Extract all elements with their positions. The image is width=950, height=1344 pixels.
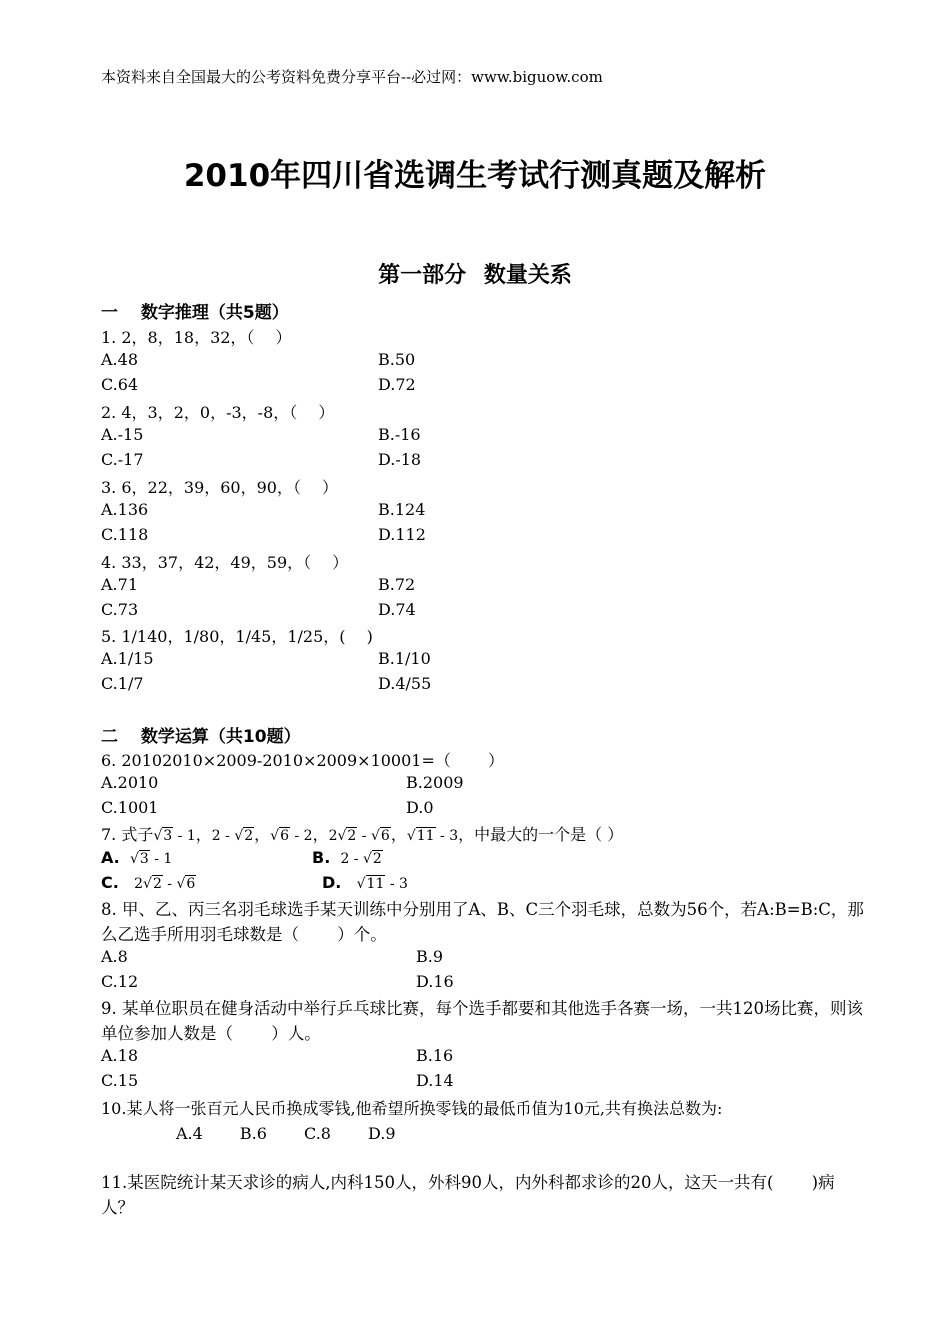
question-2-option-a: A.-15 [101, 425, 144, 444]
question-6-stem: 6. 20102010×2009-2010×2009×10001=（ ） [101, 751, 504, 770]
question-4-option-b: B.72 [378, 575, 416, 594]
question-5-option-d: D.4/55 [378, 674, 432, 693]
question-6-option-c: C.1001 [101, 798, 159, 817]
question-3-stem: 3. 6，22，39，60，90，（ ） [101, 478, 339, 497]
question-6-option-b: B.2009 [406, 773, 464, 792]
question-7-option-c: C. 2√2 - √6 [101, 873, 196, 892]
question-1-option-c: C.64 [101, 375, 139, 394]
question-8-option-a: A.8 [101, 947, 128, 966]
question-9-stem: 9. 某单位职员在健身活动中举行乒乓球比赛，每个选手都要和其他选手各赛一场，一共120场比赛，则该单位参加人数是（ ）人。 [101, 999, 863, 1043]
question-3-option-c: C.118 [101, 525, 149, 544]
expr-2sqrt2-minus-sqrt6: 2√2 - √6 [328, 828, 390, 844]
expr-sqrt6-minus-2: √6 - 2 [270, 828, 313, 844]
question-2-option-c: C.-17 [101, 450, 144, 469]
question-2-option-b: B.-16 [378, 425, 421, 444]
question-3-option-d: D.112 [378, 525, 426, 544]
question-5-option-b: B.1/10 [378, 649, 431, 668]
question-7-option-b: B. 2 - √2 [312, 848, 382, 867]
question-11-stem: 11.某医院统计某天求诊的病人,内科150人，外科90人，内外科都求诊的20人，这天一共有( )病人？ [101, 1173, 835, 1217]
expr-sqrt11-minus-3: √11 - 3 [406, 828, 459, 844]
question-1-stem: 1. 2，8，18，32，（ ） [101, 328, 292, 347]
question-1-option-a: A.48 [101, 350, 138, 369]
question-10-stem: 10.某人将一张百元人民币换成零钱,他希望所换零钱的最低币值为10元,共有换法总数为: [101, 1099, 723, 1118]
question-6-option-a: A.2010 [101, 773, 159, 792]
question-9-option-d: D.14 [416, 1071, 454, 1090]
document-title: 2010年四川省选调生考试行测真题及解析 [183, 158, 767, 194]
expr-2-minus-sqrt2: 2 - √2 [211, 828, 254, 844]
question-3-option-b: B.124 [378, 500, 426, 519]
question-2-option-d: D.-18 [378, 450, 422, 469]
page-header: 本资料来自全国最大的公考资料免费分享平台--必过网：www.biguow.com [101, 68, 603, 86]
question-1-option-b: B.50 [378, 350, 416, 369]
question-5-option-a: A.1/15 [101, 649, 154, 668]
question-6-option-d: D.0 [406, 798, 434, 817]
question-8-option-c: C.12 [101, 972, 139, 991]
question-3-option-a: A.136 [101, 500, 149, 519]
question-4-option-a: A.71 [101, 575, 138, 594]
question-7-prefix: 7. 式子 [101, 825, 154, 844]
question-4-option-c: C.73 [101, 600, 139, 619]
question-8-option-d: D.16 [416, 972, 454, 991]
question-5-stem: 5. 1/140，1/80，1/45，1/25，( ) [101, 627, 373, 646]
question-2-stem: 2. 4，3，2，0，-3，-8，（ ） [101, 403, 335, 422]
question-4-option-d: D.74 [378, 600, 416, 619]
section-heading-1: 一 数字推理（共5题） [101, 303, 289, 323]
question-4-stem: 4. 33，37，42，49，59，（ ） [101, 553, 349, 572]
question-7-stem: 7. 式子√3 - 1，2 - √2，√6 - 2，2√2 - √6，√11 - 3，中最大的一个是（ ） [101, 825, 624, 844]
question-9-option-c: C.15 [101, 1071, 139, 1090]
question-7-option-d: D. √11 - 3 [322, 873, 408, 892]
question-7-option-a: A. √3 - 1 [101, 848, 173, 867]
expr-sqrt3-minus-1: √3 - 1 [153, 828, 196, 844]
question-8-option-b: B.9 [416, 947, 444, 966]
question-8-stem: 8. 甲、乙、丙三名羽毛球选手某天训练中分别用了A、B、C三个羽毛球，总数为56个，若A:B=B:C，那么乙选手所用羽毛球数是（ ）个。 [101, 900, 864, 944]
question-10-options: A.4 B.6 C.8 D.9 [176, 1124, 396, 1143]
question-9-option-a: A.18 [101, 1046, 138, 1065]
question-9-option-b: B.16 [416, 1046, 454, 1065]
question-1-option-d: D.72 [378, 375, 416, 394]
section-heading-2: 二 数学运算（共10题） [101, 727, 301, 747]
part-heading: 第一部分 数量关系 [378, 263, 572, 288]
question-7-suffix: ，中最大的一个是（ ） [458, 825, 624, 844]
question-5-option-c: C.1/7 [101, 674, 144, 693]
